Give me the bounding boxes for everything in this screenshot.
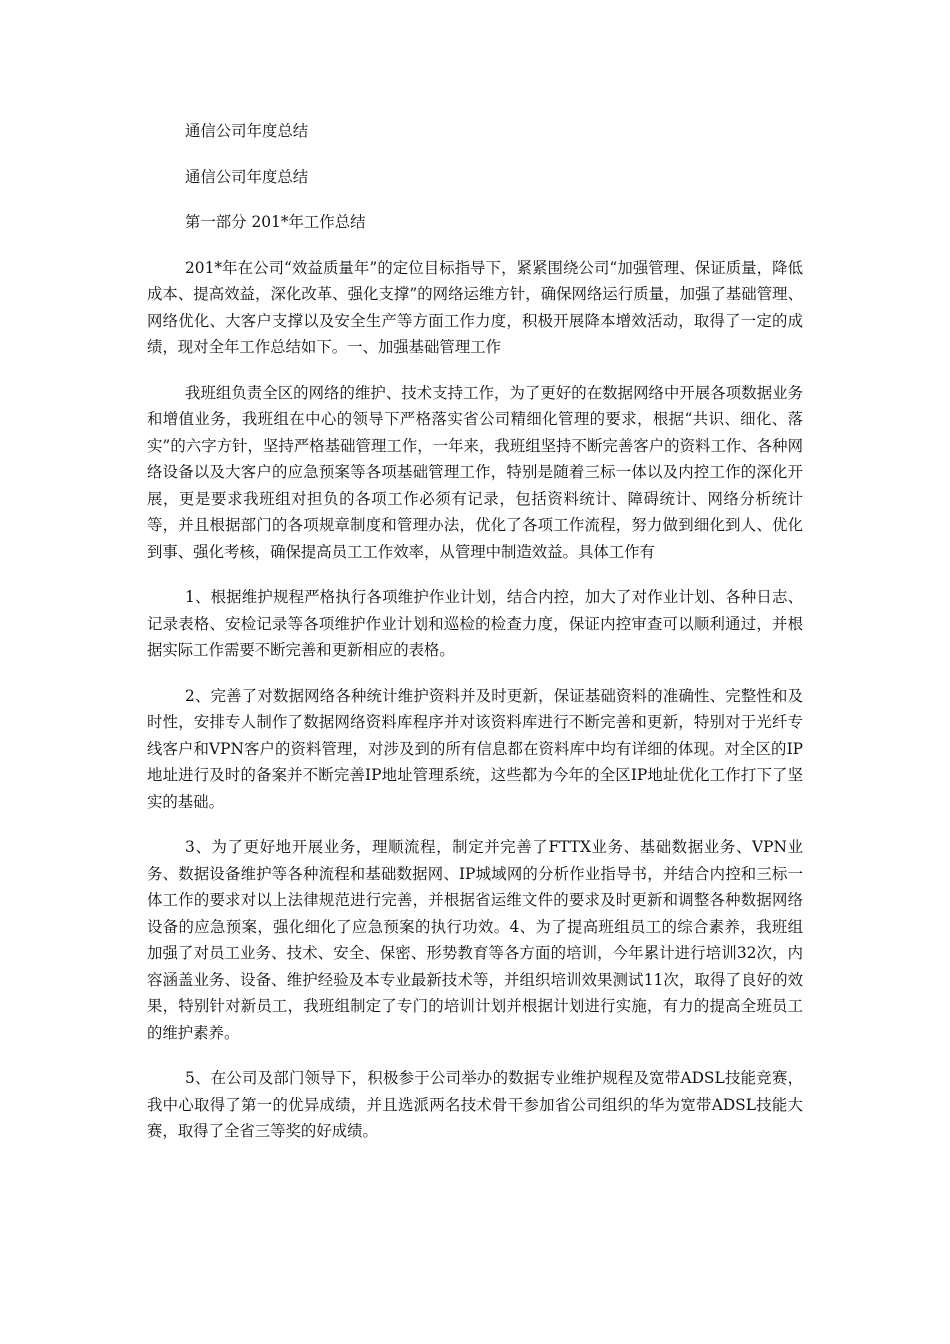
paragraph-item-3-4: 3、为了更好地开展业务，理顺流程，制定并完善了FTTX业务、基础数据业务、VPN业务、数据设备维护等各种流程和基础数据网、IP城域网的分析作业指导书，并结合内控和三标一体工作的要求对以上法律规范进行完善，并根据省运维文件的要求及时更新和调整各种数据网络设备的应急预案，强化细化了应急预案的执行功效。4、为了提高班组员工的综合素养，我班组加强了对员工业务、技术、安全、保密、形势教育等各方面的培训，今年累计进行培训32次，内容涵盖业务、设备、维护经验及本专业最新技术等，并组织培训效果测试11次，取得了良好的效果，特别针对新员工，我班组制定了专门的培训计划并根据计划进行实施，有力的提高全班员工的维护素养。	[147, 838, 803, 1042]
document-page	[147, 118, 803, 1164]
document-title: 通信公司年度总结	[185, 122, 309, 140]
section-heading: 第一部分 201*年工作总结	[185, 213, 366, 231]
paragraph-item-5: 5、在公司及部门领导下，积极参于公司举办的数据专业维护规程及宽带ADSL技能竞赛，我中心取得了第一的优异成绩，并且选派两名技术骨干参加省公司组织的华为宽带ADSL技能大赛，取得了全省三等奖的好成绩。	[147, 1069, 803, 1140]
document-subtitle: 通信公司年度总结	[185, 167, 309, 186]
paragraph-intro: 201*年在公司“效益质量年”的定位目标指导下，紧紧围绕公司“加强管理、保证质量，降低成本、提高效益，深化改革、强化支撑”的网络运维方针，确保网络运行质量，加强了基础管理、网络优化、大客户支撑以及安全生产等方面工作力度，积极开展降本增效活动，取得了一定的成绩，现对全年工作总结如下。一、加强基础管理工作	[147, 258, 803, 356]
paragraph-team-duties: 我班组负责全区的网络的维护、技术支持工作，为了更好的在数据网络中开展各项数据业务和增值业务，我班组在中心的领导下严格落实省公司精细化管理的要求，根据“共识、细化、落实”的六字方针，坚持严格基础管理工作，一年来，我班组坚持不断完善客户的资料工作、各种网络设备以及大客户的应急预案等各项基础管理工作，特别是随着三标一体以及内控工作的深化开展，更是要求我班组对担负的各项工作必须有记录，包括资料统计、障碍统计、网络分析统计等，并且根据部门的各项规章制度和管理办法，优化了各项工作流程，努力做到细化到人、优化到事、强化考核，确保提高员工工作效率，从管理中制造效益。具体工作有	[147, 383, 803, 561]
paragraph-item-1: 1、根据维护规程严格执行各项维护作业计划，结合内控，加大了对作业计划、各种日志、记录表格、安检记录等各项维护作业计划和巡检的检查力度，保证内控审查可以顺利通过，并根据实际工作需要不断完善和更新相应的表格。	[147, 588, 803, 659]
paragraph-item-2: 2、完善了对数据网络各种统计维护资料并及时更新，保证基础资料的准确性、完整性和及时性，安排专人制作了数据网络资料库程序并对该资料库进行不断完善和更新，特别对于光纤专线客户和VPN客户的资料管理，对涉及到的所有信息都在资料库中均有详细的体现。对全区的IP地址进行及时的备案并不断完善IP地址管理系统，这些都为今年的全区IP地址优化工作打下了坚实的基础。	[147, 686, 803, 811]
